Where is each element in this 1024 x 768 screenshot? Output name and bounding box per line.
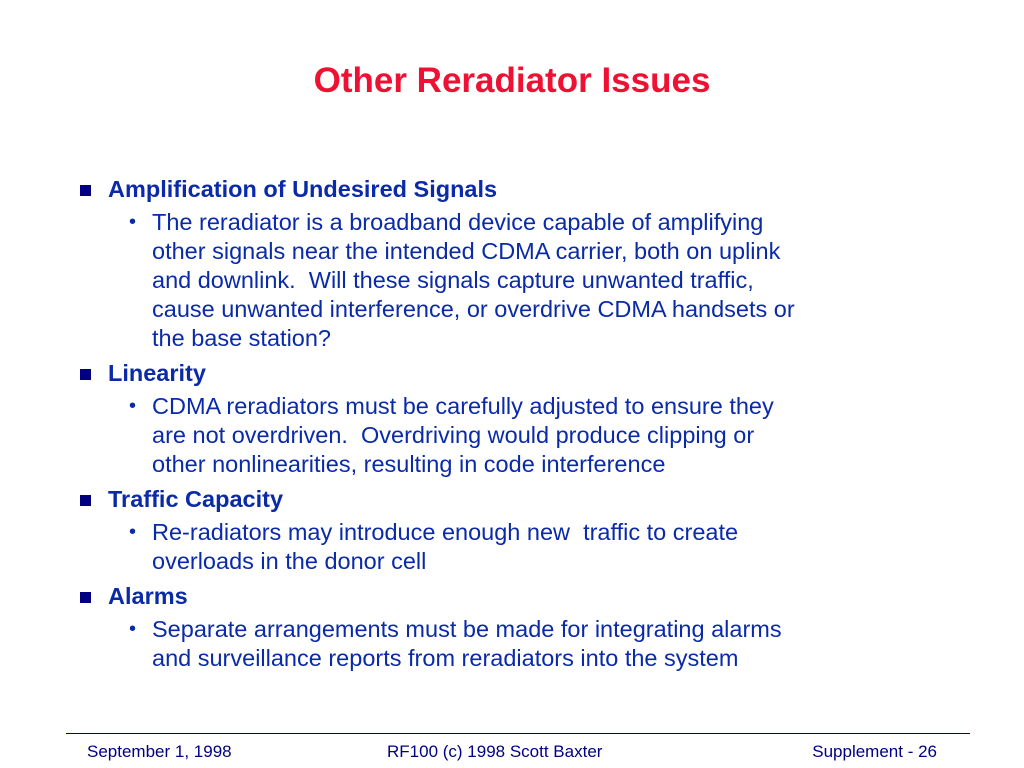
sub-bullet-text: Re-radiators may introduce enough new traffic to create overloads in the donor cell [152, 519, 739, 574]
dot-bullet-icon: • [129, 395, 137, 417]
topic-traffic-capacity [80, 484, 960, 576]
topic-heading: Amplification of Undesired Signals [108, 176, 498, 202]
dot-bullet-icon: • [129, 211, 137, 233]
sub-bullet [108, 615, 960, 673]
sub-bullet-text: The reradiator is a broadband device capable of amplifying other signals near the intended CDMA carrier, both on uplink and downlink. Will these signals capture unwanted traffic, cause unwanted interference, or overdrive CDMA handsets or the base station? [152, 209, 795, 351]
square-bullet-icon [80, 495, 91, 506]
footer-divider [66, 733, 970, 734]
sub-bullet [108, 518, 960, 576]
footer-copyright: RF100 (c) 1998 Scott Baxter [387, 742, 603, 761]
square-bullet-icon [80, 592, 91, 603]
dot-bullet-icon: • [129, 521, 137, 543]
footer-date: September 1, 1998 [87, 742, 232, 761]
footer-page-number: Supplement - 26 [812, 742, 937, 761]
slide-title: Other Reradiator Issues [313, 61, 711, 100]
topic-linearity [80, 358, 960, 479]
bullet-list [80, 174, 960, 673]
dot-bullet-icon: • [129, 618, 137, 640]
topic-alarms [80, 581, 960, 673]
sub-bullet [108, 208, 960, 353]
square-bullet-icon [80, 185, 91, 196]
topic-heading: Alarms [108, 583, 188, 609]
sub-bullet-text: Separate arrangements must be made for integrating alarms and surveillance reports from reradiators into the system [152, 616, 782, 671]
topic-amplification [80, 174, 960, 353]
square-bullet-icon [80, 369, 91, 380]
sub-bullet-text: CDMA reradiators must be carefully adjusted to ensure they are not overdriven. Overdriving would produce clipping or other nonlinearities, resulting in code interference [152, 393, 774, 477]
topic-heading: Traffic Capacity [108, 486, 284, 512]
sub-bullet [108, 392, 960, 479]
topic-heading: Linearity [108, 360, 206, 386]
